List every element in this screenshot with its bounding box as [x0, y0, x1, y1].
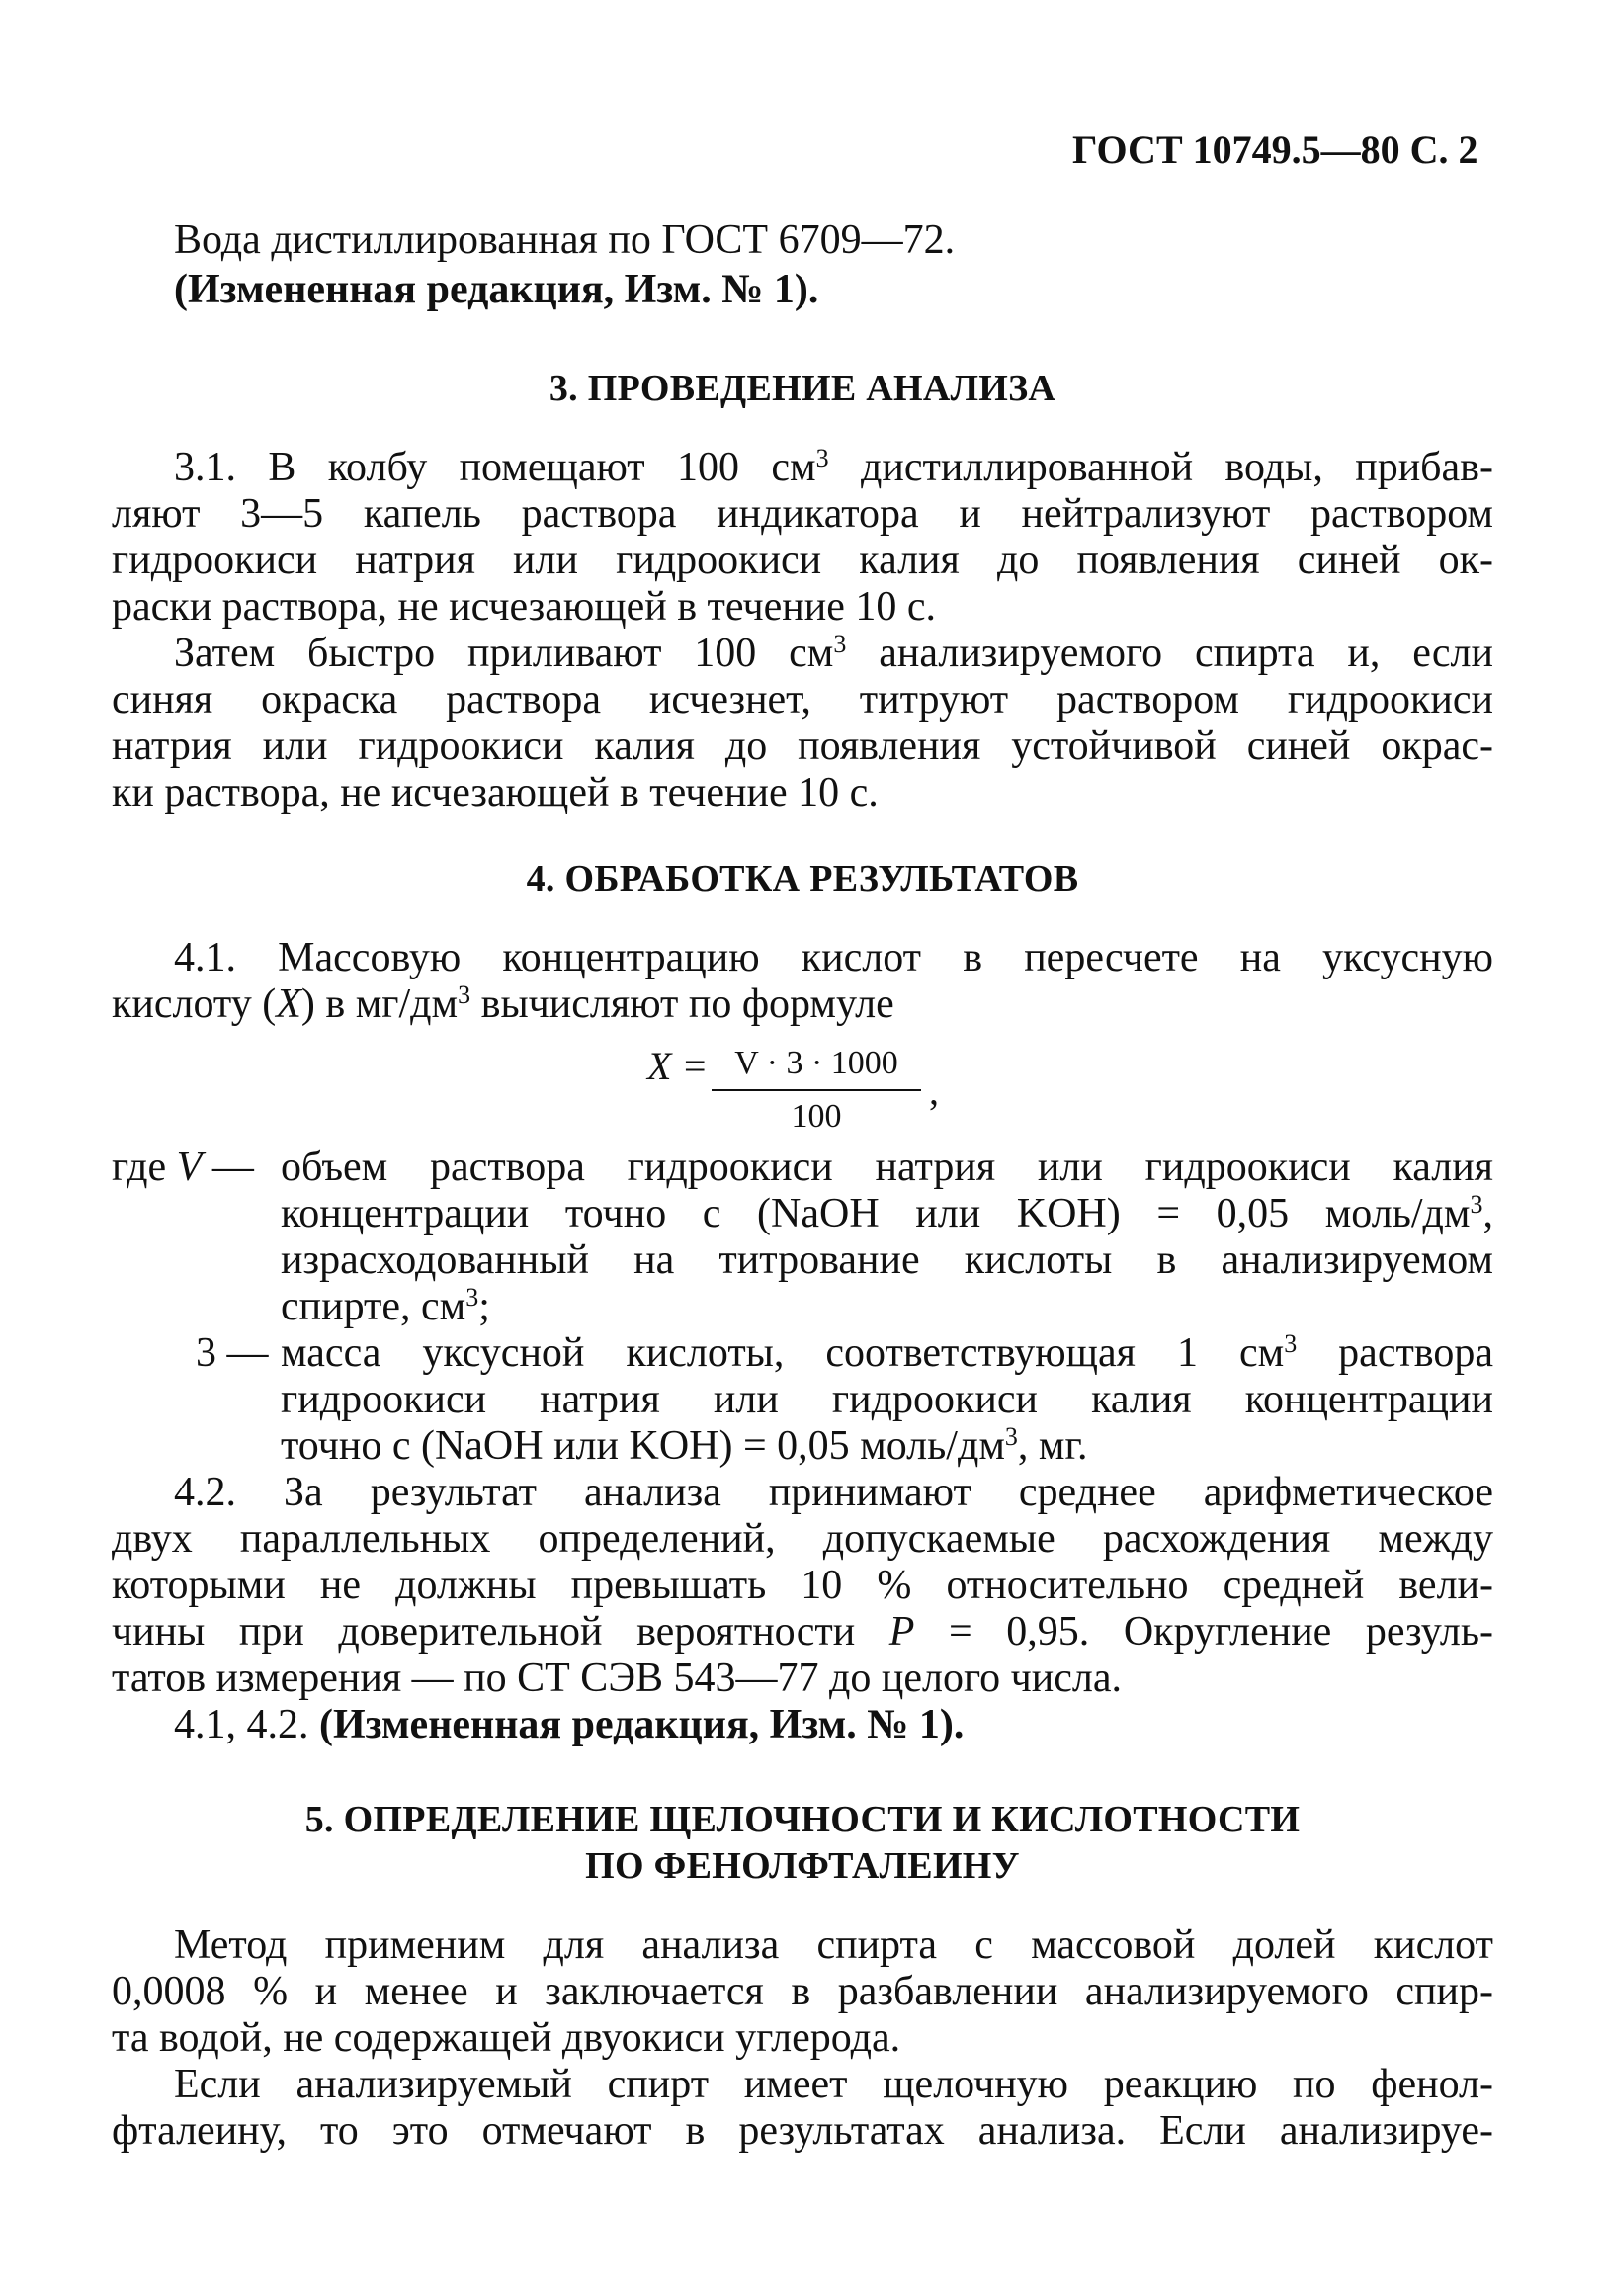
text-run: 3.1. В колбу помещают 100 см	[174, 445, 816, 490]
amendment-text: (Измененная редакция, Изм. № 1).	[319, 1702, 965, 1747]
text-run: вычисляют по формуле	[470, 981, 894, 1027]
text-run: анализируемого спирта и, если	[846, 631, 1493, 676]
where-3-line-2: гидроокиси натрия или гидроокиси калия концентрации	[281, 1377, 1493, 1422]
text-run: кислоту (	[112, 981, 277, 1027]
text-run: —	[202, 1145, 254, 1190]
running-header: ГОСТ 10749.5—80 С. 2	[1072, 128, 1478, 172]
where-3-label: 3 —	[196, 1330, 269, 1376]
para-5-1-line-2: 0,0008 % и менее и заключается в разбавлении анализируемого спир-	[112, 1969, 1493, 2014]
superscript: 3	[465, 1283, 479, 1312]
superscript: 3	[1004, 1422, 1018, 1451]
para-5-1-line-3: та водой, не содержащей двуокиси углерода.	[112, 2015, 901, 2061]
para-3-2-line-1	[174, 631, 1493, 677]
text-run: дистиллированной воды, прибав-	[828, 445, 1493, 490]
where-v-line-1: объем раствора гидроокиси натрия или гидроокиси калия	[281, 1145, 1493, 1190]
amendment-4	[174, 1702, 1556, 1748]
para-3-2-line-2: синяя окраска раствора исчезнет, титруют раствором гидроокиси	[112, 677, 1493, 723]
para-5-2-line-2: фталеину, то это отмечают в результатах анализа. Если анализируе-	[112, 2108, 1493, 2154]
where-3-line-3	[281, 1423, 1493, 1470]
where-v-label	[112, 1145, 254, 1191]
where-3-line-1	[281, 1330, 1493, 1377]
text-run: концентрации точно с (NaOH или KOH) = 0,05 моль/дм	[281, 1191, 1471, 1236]
where-v-line-2	[281, 1191, 1493, 1237]
formula-fraction	[712, 1040, 921, 1139]
superscript: 3	[1470, 1190, 1483, 1219]
superscript: 3	[815, 444, 829, 472]
text-run: ) в мг/дм	[300, 981, 459, 1027]
para-3-2-line-3: натрия или гидроокиси калия до появления устойчивой синей окрас-	[112, 723, 1493, 769]
text-run: где	[112, 1145, 177, 1190]
where-v-line-3: израсходованный на титрование кислоты в анализируемом	[281, 1237, 1493, 1283]
superscript: 3	[458, 980, 471, 1009]
text-run: масса уксусной кислоты, соответствующая 1 см	[281, 1330, 1285, 1376]
text-run: точно с (NaOH или KOH) = 0,05 моль/дм	[281, 1423, 1005, 1469]
superscript: 3	[833, 630, 847, 658]
variable-v: V	[176, 1145, 203, 1190]
water-line: Вода дистиллированная по ГОСТ 6709—72.	[174, 217, 956, 263]
section-4-heading: 4. ОБРАБОТКА РЕЗУЛЬТАТОВ	[526, 858, 1079, 899]
formula-numerator: V · 3 · 1000	[734, 1045, 898, 1081]
text-run: чины при доверительной вероятности	[112, 1609, 889, 1655]
variable-x: X	[276, 981, 301, 1027]
section-5-heading-line-1: 5. ОПРЕДЕЛЕНИЕ ЩЕЛОЧНОСТИ И КИСЛОТНОСТИ	[304, 1799, 1301, 1840]
text-run: ;	[478, 1284, 490, 1329]
section-3-heading: 3. ПРОВЕДЕНИЕ АНАЛИЗА	[549, 368, 1056, 409]
where-v-line-4	[281, 1284, 1493, 1330]
section-5-heading-line-2: ПО ФЕНОЛФТАЛЕИНУ	[585, 1845, 1020, 1887]
para-3-1-line-2: ляют 3—5 капель раствора индикатора и нейтрализуют раствором	[112, 491, 1493, 537]
para-4-1-line-2	[112, 981, 1493, 1028]
amendment-note: (Измененная редакция, Изм. № 1).	[174, 267, 819, 312]
para-4-1-line-1: 4.1. Массовую концентрацию кислот в пересчете на уксусную	[174, 935, 1493, 980]
para-3-1-line-1	[174, 445, 1493, 491]
para-4-2-line-1: 4.2. За результат анализа принимают среднее арифметическое	[174, 1470, 1493, 1515]
variable-p: P	[888, 1609, 915, 1655]
para-5-1-line-1: Метод применим для анализа спирта с массовой долей кислот	[174, 1922, 1493, 1968]
text-run: Затем быстро приливают 100 см	[174, 631, 834, 676]
formula-lhs: X =	[647, 1044, 709, 1088]
text-run: ,	[1482, 1191, 1493, 1236]
para-3-1-line-3: гидроокиси натрия или гидроокиси калия до появления синей ок-	[112, 538, 1493, 583]
para-4-2-line-2: двух параллельных определений, допускаемые расхождения между	[112, 1516, 1493, 1562]
superscript: 3	[1284, 1329, 1298, 1358]
text-run: = 0,95. Округление резуль-	[914, 1609, 1494, 1655]
text-run: спирте, см	[281, 1284, 466, 1329]
para-4-2-line-3: которыми не должны превышать 10 % относительно средней вели-	[112, 1563, 1493, 1608]
formula-trailing-comma: ,	[929, 1068, 939, 1113]
text-run: раствора	[1297, 1330, 1493, 1376]
formula-denominator: 100	[791, 1098, 842, 1135]
para-3-2-line-4: ки раствора, не исчезающей в течение 10 с.	[112, 770, 879, 815]
para-5-2-line-1: Если анализируемый спирт имеет щелочную реакцию по фенол-	[174, 2062, 1493, 2107]
para-3-1-line-4: раски раствора, не исчезающей в течение 10 с.	[112, 584, 937, 630]
text-run: , мг.	[1017, 1423, 1088, 1469]
text-run: 4.1, 4.2.	[174, 1702, 319, 1747]
para-4-2-line-4	[112, 1609, 1493, 1656]
para-4-2-line-5: татов измерения — по СТ СЭВ 543—77 до целого числа.	[112, 1656, 1123, 1701]
